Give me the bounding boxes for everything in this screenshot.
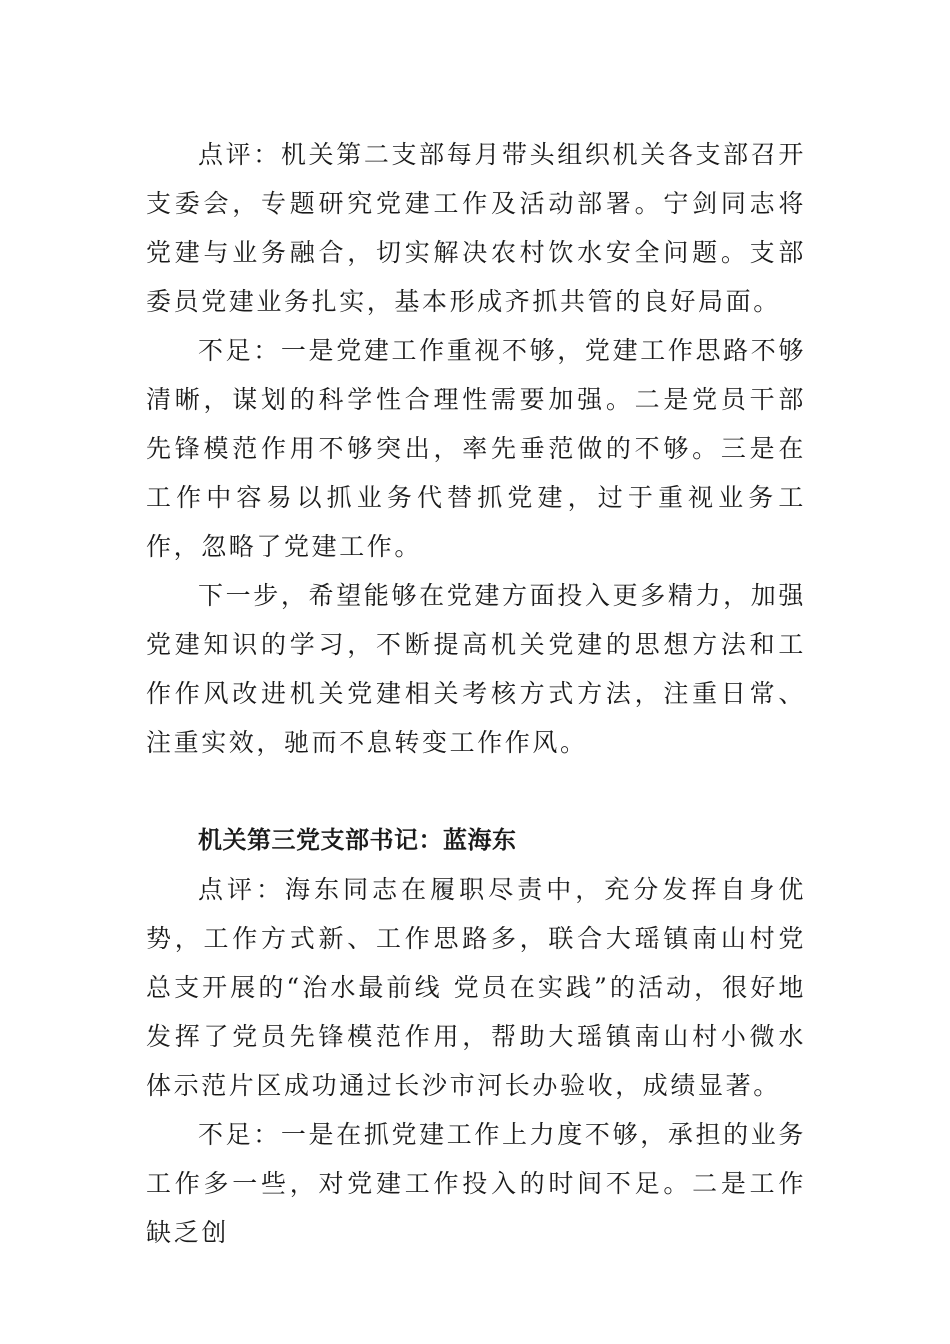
section2-shortcoming: 不足：一是在抓党建工作上力度不够，承担的业务工作多一些，对党建工作投入的时间不足。二是工作缺乏创: [146, 1120, 806, 1247]
section1-comment: 点评：机关第二支部每月带头组织机关各支部召开支委会，专题研究党建工作及活动部署。宁剑同志将党建与业务融合，切实解决农村饮水安全问题。支部委员党建业务扎实，基本形成齐抓共管的良好局面。: [146, 140, 806, 316]
section-spacer: [146, 767, 806, 816]
section1-shortcoming: 不足：一是党建工作重视不够，党建工作思路不够清晰，谋划的科学性合理性需要加强。二是党员干部先锋模范作用不够突出，率先垂范做的不够。三是在工作中容易以抓业务代替抓党建，过于重视业务工作，忽略了党建工作。: [146, 336, 806, 561]
section1-next-step: 下一步，希望能够在党建方面投入更多精力，加强党建知识的学习，不断提高机关党建的思想方法和工作作风改进机关党建相关考核方式方法，注重日常、注重实效，驰而不息转变工作作风。: [146, 581, 806, 757]
section2-comment: 点评：海东同志在履职尽责中，充分发挥自身优势，工作方式新、工作思路多，联合大瑶镇南山村党总支开展的“治水最前线 党员在实践”的活动，很好地发挥了党员先锋模范作用，帮助大瑶镇南山村小微水体示范片区成功通过长沙市河长办验收，成绩显著。: [146, 875, 806, 1100]
document-page: [146, 130, 806, 1257]
section2-heading: 机关第三党支部书记：蓝海东: [198, 826, 517, 854]
